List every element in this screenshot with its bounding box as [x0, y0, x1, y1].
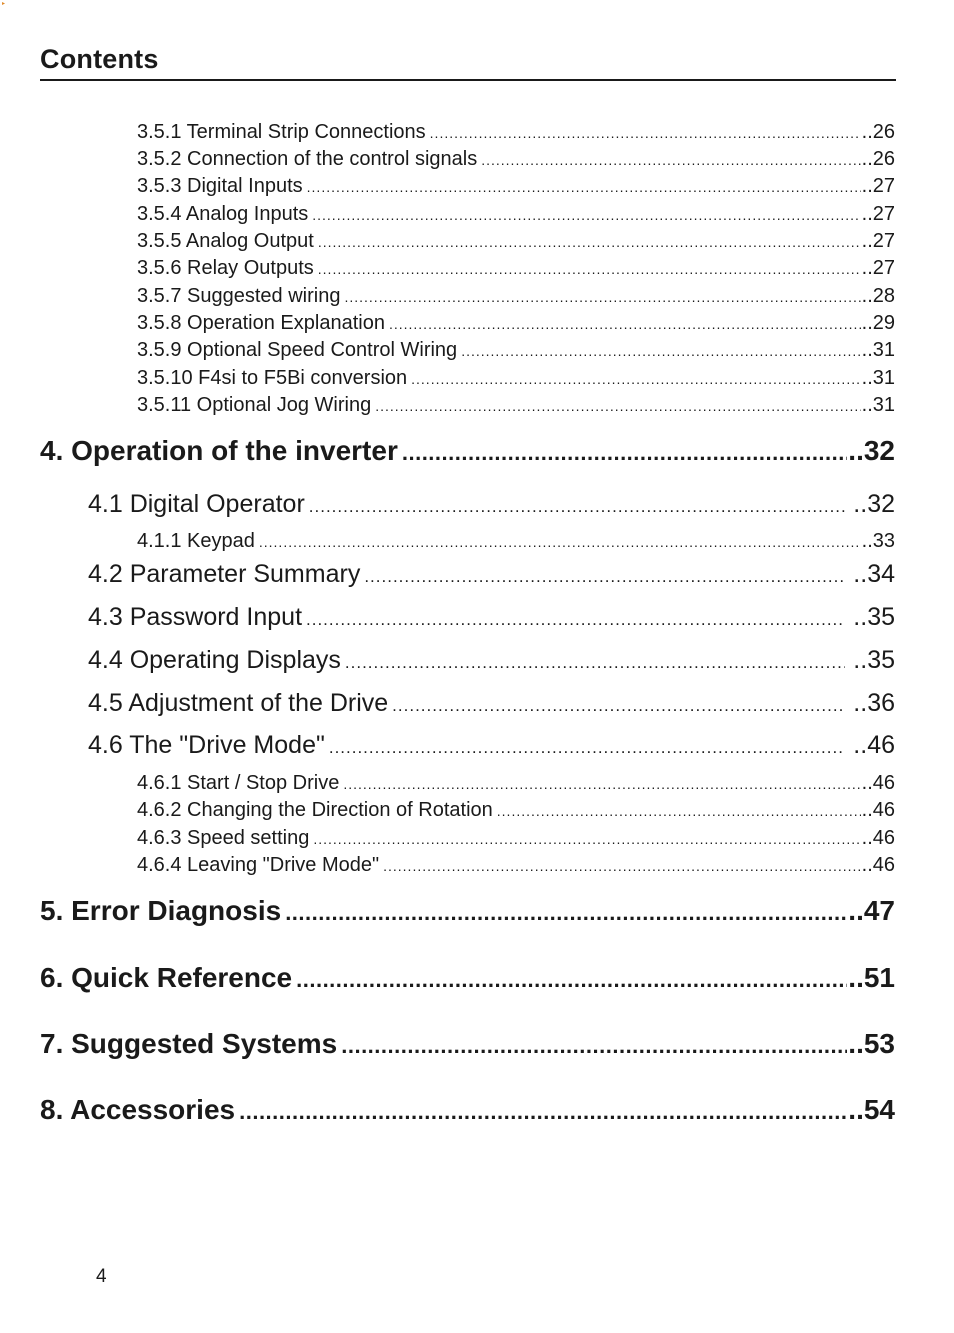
toc-entry-label: 3.5.2 Connection of the control signals — [137, 148, 478, 170]
toc-entry-page: ..46 — [853, 731, 895, 759]
toc-entry-page: ..36 — [853, 689, 895, 717]
toc-entry[interactable] — [137, 119, 895, 146]
leader-dots — [306, 603, 845, 637]
toc-entry-page: ..46 — [861, 772, 895, 794]
leader-dots — [307, 174, 861, 201]
toc-entry-label: 3.5.8 Operation Explanation — [137, 312, 385, 334]
leader-dots — [318, 256, 861, 283]
toc-entry-label: 8. Accessories — [40, 1094, 236, 1125]
toc-entry[interactable] — [137, 255, 895, 282]
toc-entry-page: ..27 — [861, 257, 895, 279]
leader-dots — [430, 120, 861, 147]
toc-entry-page: ..35 — [853, 603, 895, 631]
toc-entry[interactable] — [137, 201, 895, 228]
toc-entry-label: 5. Error Diagnosis — [40, 895, 282, 926]
toc-entry-page: ..31 — [861, 339, 895, 361]
toc-entry-label: 3.5.4 Analog Inputs — [137, 203, 309, 225]
toc-entry[interactable] — [137, 825, 895, 852]
toc-entry-label: 4.2 Parameter Summary — [88, 560, 361, 588]
leader-dots — [343, 771, 860, 798]
toc-entry-label: 4.6.1 Start / Stop Drive — [137, 772, 340, 794]
toc-entry-label: 3.5.9 Optional Speed Control Wiring — [137, 339, 458, 361]
leader-dots — [312, 202, 860, 229]
toc-entry-page: ..26 — [861, 148, 895, 170]
toc-entry-page: ..27 — [861, 175, 895, 197]
toc-entry-page: ..51 — [848, 962, 895, 993]
toc-chapter[interactable] — [40, 1092, 895, 1128]
leader-dots — [364, 560, 845, 594]
toc-entry-label: 3.5.5 Analog Output — [137, 230, 314, 252]
toc-entry-label: 4.4 Operating Displays — [88, 646, 341, 674]
leader-dots — [344, 284, 860, 311]
page-header — [40, 44, 896, 81]
toc-entry[interactable] — [137, 337, 895, 364]
leader-dots — [497, 798, 861, 825]
toc-section[interactable] — [88, 487, 895, 521]
toc-entry-page: ..31 — [861, 367, 895, 389]
toc-section[interactable] — [88, 686, 895, 720]
toc-section[interactable] — [88, 557, 895, 591]
toc-chapter[interactable] — [40, 1026, 895, 1062]
toc-entry-label: 3.5.7 Suggested wiring — [137, 285, 341, 307]
toc-entry-label: 3.5.6 Relay Outputs — [137, 257, 314, 279]
toc-entry-page: ..27 — [861, 203, 895, 225]
toc-section[interactable] — [88, 728, 895, 762]
toc-entry-label: 4.6.3 Speed setting — [137, 827, 310, 849]
leader-dots — [389, 311, 861, 338]
leader-dots — [329, 731, 845, 765]
leader-dots — [461, 338, 860, 365]
toc-entry-page: ..33 — [861, 530, 895, 552]
toc-entry-label: 6. Quick Reference — [40, 962, 293, 993]
leader-dots — [309, 490, 846, 524]
page-number: 4 — [96, 1266, 107, 1287]
toc-entry-page: ..35 — [853, 646, 895, 674]
toc-entry-label: 7. Suggested Systems — [40, 1028, 338, 1059]
leader-dots — [285, 895, 847, 931]
leader-dots — [313, 826, 860, 853]
toc-entry-page: ..46 — [861, 827, 895, 849]
toc-entry[interactable] — [137, 283, 895, 310]
toc-entry-page: ..32 — [853, 490, 895, 518]
toc-entry[interactable] — [137, 146, 895, 173]
toc-chapter[interactable] — [40, 893, 895, 929]
toc-entry-label: 4.3 Password Input — [88, 603, 303, 631]
toc-chapter[interactable] — [40, 960, 895, 996]
toc-entry-page: ..32 — [848, 435, 895, 466]
toc-entry-page: ..46 — [861, 854, 895, 876]
leader-dots — [259, 529, 861, 556]
leader-dots — [481, 147, 860, 174]
page-title: Contents — [40, 44, 159, 74]
leader-dots — [345, 646, 845, 680]
toc-section[interactable] — [88, 600, 895, 634]
toc-entry[interactable] — [137, 852, 895, 879]
leader-dots — [411, 366, 861, 393]
leader-dots — [402, 435, 847, 471]
toc-chapter[interactable] — [40, 433, 895, 469]
toc-entry[interactable] — [137, 392, 895, 419]
leader-dots — [318, 229, 861, 256]
toc-entry[interactable] — [137, 365, 895, 392]
toc-entry-label: 3.5.11 Optional Jog Wiring — [137, 394, 372, 416]
toc-entry-label: 4.1.1 Keypad — [137, 530, 255, 552]
toc-entry-label: 3.5.3 Digital Inputs — [137, 175, 303, 197]
leader-dots — [383, 853, 861, 880]
toc-entry[interactable] — [137, 310, 895, 337]
toc-entry-page: ..54 — [848, 1094, 895, 1125]
toc-entry-page: ..28 — [861, 285, 895, 307]
toc-entry-label: 3.5.1 Terminal Strip Connections — [137, 121, 426, 143]
leader-dots — [392, 689, 845, 723]
toc-entry-page: ..46 — [861, 799, 895, 821]
toc-entry[interactable] — [137, 797, 895, 824]
leader-dots — [341, 1028, 847, 1064]
toc-entry-label: 3.5.10 F4si to F5Bi conversion — [137, 367, 408, 389]
toc-entry-page: ..27 — [861, 230, 895, 252]
toc-entry-label: 4.5 Adjustment of the Drive — [88, 689, 389, 717]
toc-entry-label: 4.6.2 Changing the Direction of Rotation — [137, 799, 493, 821]
toc-entry-label: 4.6 The "Drive Mode" — [88, 731, 325, 759]
toc-entry[interactable] — [137, 173, 895, 200]
corner-mark: ▸ — [2, 1, 6, 7]
toc-entry-page: ..34 — [853, 560, 895, 588]
toc-entry-page: ..26 — [861, 121, 895, 143]
toc-entry-page: ..53 — [848, 1028, 895, 1059]
toc-entry-label: 4. Operation of the inverter — [40, 435, 398, 466]
toc-entry[interactable] — [137, 528, 895, 555]
leader-dots — [239, 1094, 847, 1130]
toc-entry-page: ..29 — [861, 312, 895, 334]
toc-entry-label: 4.6.4 Leaving "Drive Mode" — [137, 854, 380, 876]
leader-dots — [375, 393, 860, 420]
toc-entry-page: ..31 — [861, 394, 895, 416]
leader-dots — [296, 962, 847, 998]
toc-entry-page: ..47 — [848, 895, 895, 926]
toc-entry[interactable] — [137, 770, 895, 797]
toc-entry-label: 4.1 Digital Operator — [88, 490, 305, 518]
toc-entry[interactable] — [137, 228, 895, 255]
toc-section[interactable] — [88, 643, 895, 677]
